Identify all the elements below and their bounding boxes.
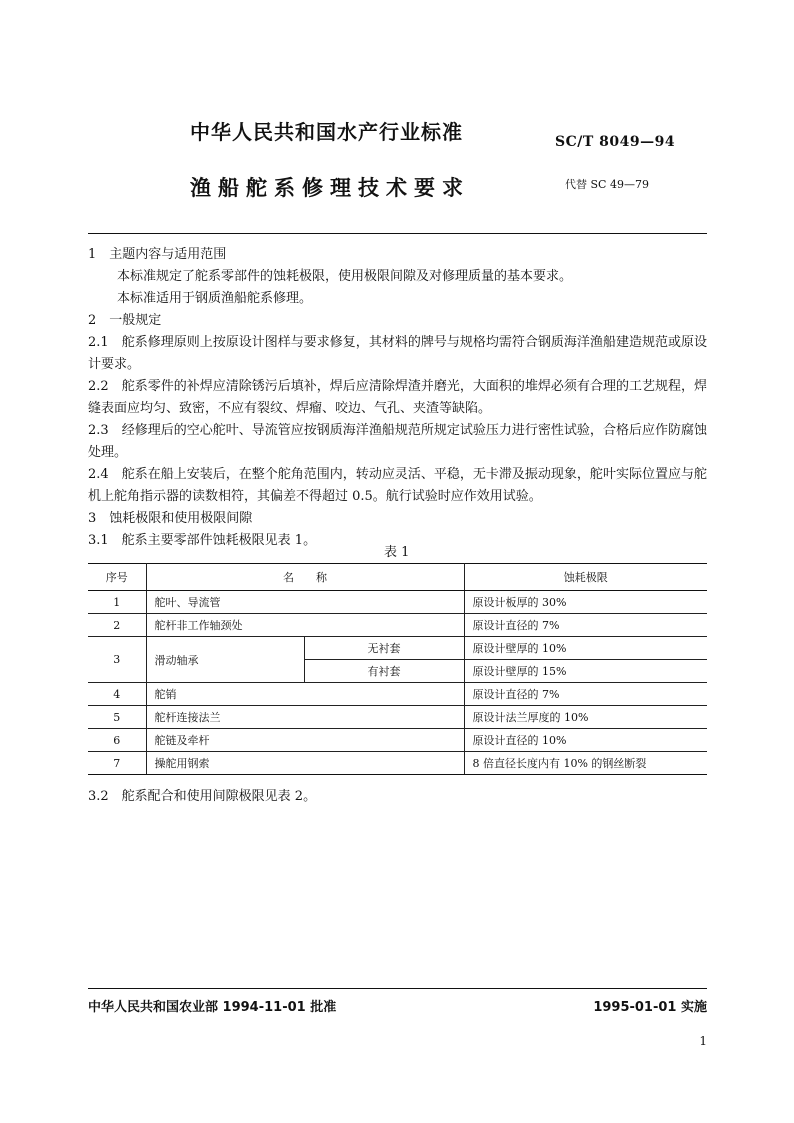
clause-2-2: 2.2 舵系零件的补焊应清除锈污后填补，焊后应清除焊渣并磨光，大面积的堆焊必须有合理的工艺规程，焊缝表面应均匀、致密，不应有裂纹、焊瘤、咬边、气孔、夹渣等缺陷。: [88, 379, 707, 416]
header-no: 序号: [88, 564, 146, 591]
section-1-paragraph-2: 本标准适用于钢质渔船舵系修理。: [117, 291, 313, 306]
standard-code: SC/T 8049—94: [555, 134, 676, 150]
page-number: 1: [699, 1034, 707, 1048]
footer-divider: [88, 988, 707, 989]
cell-limit: 原设计壁厚的 10%: [464, 637, 707, 660]
header-divider: [88, 233, 707, 234]
cell-no: 7: [88, 752, 146, 775]
cell-name: 舵叶、导流管: [146, 591, 464, 614]
clause-2-1: 2.1 舵系修理原则上按原设计图样与要求修复，其材料的牌号与规格均需符合钢质海洋渔船建造规范或原设计要求。: [88, 335, 707, 372]
cell-limit: 原设计壁厚的 15%: [464, 660, 707, 683]
replaces-note: 代替 SC 49—79: [565, 178, 649, 191]
table-header-row: [88, 564, 707, 591]
cell-name: 舵销: [146, 683, 464, 706]
cell-limit: 原设计直径的 7%: [464, 614, 707, 637]
clause-2-3: 2.3 经修理后的空心舵叶、导流管应按钢质海洋渔船规范所规定试验压力进行密性试验，合格后应作防腐蚀处理。: [88, 423, 707, 460]
clause-3-2-block: [88, 786, 707, 808]
clause-3-2: 3.2 舵系配合和使用间隙极限见表 2。: [88, 789, 317, 804]
cell-no: 4: [88, 683, 146, 706]
table-caption: 表 1: [384, 545, 410, 560]
cell-limit: 原设计直径的 10%: [464, 729, 707, 752]
clause-2-4: 2.4 舵系在船上安装后，在整个舵角范围内，转动应灵活、平稳，无卡滞及振动现象，舵叶实际位置应与舵机上舵角指示器的读数相符，其偏差不得超过 0.5。航行试验时应作效用试验。: [88, 467, 707, 504]
cell-subtype: 有衬套: [304, 660, 464, 683]
effective-date: 1995-01-01 实施: [593, 1000, 707, 1015]
section-2-title: 2 一般规定: [88, 313, 162, 328]
table-row: [88, 591, 707, 614]
body-section: [88, 244, 707, 552]
cell-name: 舵杆连接法兰: [146, 706, 464, 729]
cell-no: 1: [88, 591, 146, 614]
section-3-title: 3 蚀耗极限和使用极限间隙: [88, 511, 253, 526]
cell-no: 5: [88, 706, 146, 729]
table-row: [88, 683, 707, 706]
cell-no: 6: [88, 729, 146, 752]
cell-name: 舵链及牵杆: [146, 729, 464, 752]
cell-no: 2: [88, 614, 146, 637]
section-1-paragraph-1: 本标准规定了舵系零部件的蚀耗极限，使用极限间隙及对修理质量的基本要求。: [117, 269, 573, 284]
cell-no: 3: [88, 637, 146, 683]
cell-limit: 8 倍直径长度内有 10% 的钢丝断裂: [464, 752, 707, 775]
section-1-title: 1 主题内容与适用范围: [88, 247, 227, 262]
table-row: [88, 706, 707, 729]
cell-name: 舵杆非工作轴颈处: [146, 614, 464, 637]
approval-note: 中华人民共和国农业部 1994-11-01 批准: [88, 1000, 337, 1015]
cell-limit: 原设计法兰厚度的 10%: [464, 706, 707, 729]
cell-name: 操舵用钢索: [146, 752, 464, 775]
table-row: [88, 614, 707, 637]
clause-3-1: 3.1 舵系主要零部件蚀耗极限见表 1。: [88, 533, 317, 548]
cell-subtype: 无衬套: [304, 637, 464, 660]
cell-limit: 原设计直径的 7%: [464, 683, 707, 706]
document-title: 渔船舵系修理技术要求: [190, 176, 470, 200]
table-row: [88, 637, 707, 660]
header-limit: 蚀耗极限: [464, 564, 707, 591]
header-name: 名 称: [146, 564, 464, 591]
table-row: [88, 729, 707, 752]
wear-limit-table: [88, 563, 707, 775]
table-row: [88, 752, 707, 775]
cell-name: 滑动轴承: [146, 637, 304, 683]
cell-limit: 原设计板厚的 30%: [464, 591, 707, 614]
standard-name: 中华人民共和国水产行业标准: [190, 120, 463, 144]
